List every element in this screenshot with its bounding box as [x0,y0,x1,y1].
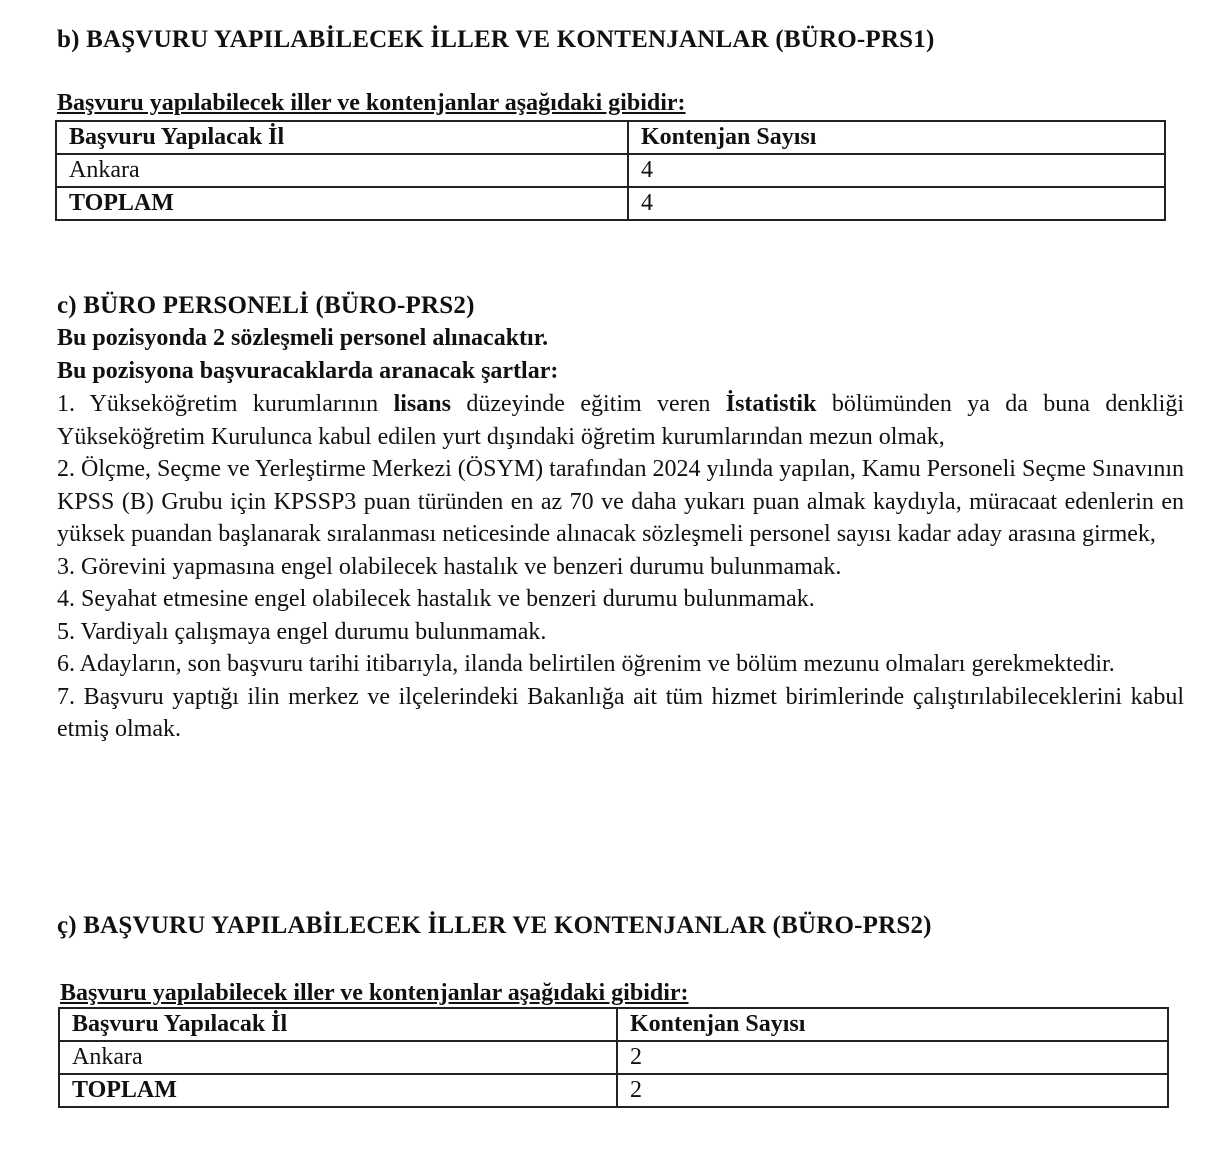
item-text: bölümünden ya da buna denkliği Yükseköğretim Kurulunca kabul edilen yurt dışındaki öğretim kurumlarından mezun olmak, [57,391,1184,450]
item-bold-text: lisans [393,391,451,417]
section-c-line1: Bu pozisyonda 2 sözleşmeli personel alınacaktır. [57,325,549,351]
item-text: 1. Yükseköğretim kurumlarının [57,391,394,417]
table-cell: TOPLAM [56,187,628,220]
requirement-item: 2. Ölçme, Seçme ve Yerleştirme Merkezi (ÖSYM) tarafından 2024 yılında yapılan, Kamu Personeli Seçme Sınavının KPSS (B) Grubu için KPSSP3 puan türünden en az 70 ve daha yukarı puan almak kaydıyla, müracaat edenlerin en yüksek puandan başlanarak sıralanması neticesinde alınacak sözleşmeli personel sayısı kadar aday arasına girmek, [57,456,1184,547]
header-cell: Başvuru Yapılacak İl [59,1008,617,1041]
table-cell: 4 [628,154,1165,187]
requirement-item: 3. Görevini yapmasına engel olabilecek hastalık ve benzeri durumu bulunmamak. [57,553,842,580]
section-c-heading: c) BÜRO PERSONELİ (BÜRO-PRS2) [57,292,475,319]
header-cell: Kontenjan Sayısı [628,121,1165,154]
table-cell: 2 [617,1074,1168,1107]
section-c-line2: Bu pozisyona başvuracaklarda aranacak şartlar: [57,358,559,384]
requirement-item: 4. Seyahat etmesine engel olabilecek hastalık ve benzeri durumu bulunmamak. [57,586,815,612]
table-header-row [56,121,1165,154]
table-cell: 4 [628,187,1165,220]
table-row [56,187,1165,220]
section-b-heading: b) BAŞVURU YAPILABİLECEK İLLER VE KONTENJANLAR (BÜRO-PRS1) [57,26,935,53]
table-cell: Ankara [56,154,628,187]
table-cell: 2 [617,1041,1168,1074]
item-bold-text: İstatistik [725,391,817,417]
section-cc-table [58,1007,1169,1108]
table-row [59,1041,1168,1074]
table-cell: TOPLAM [59,1074,617,1107]
requirement-item [57,388,1184,453]
section-b-intro: Başvuru yapılabilecek iller ve kontenjanlar aşağıdaki gibidir: [57,90,686,116]
header-cell: Başvuru Yapılacak İl [56,121,628,154]
requirements-list [57,388,1184,746]
requirement-item: 7. Başvuru yaptığı ilin merkez ve ilçelerindeki Bakanlığa ait tüm hizmet birimlerinde çalıştırılabileceklerini kabul etmiş olmak. [57,683,1184,742]
header-cell: Kontenjan Sayısı [617,1008,1168,1041]
section-b-table [55,120,1166,221]
requirement-item: 6. Adayların, son başvuru tarihi itibarıyla, ilanda belirtilen öğrenim ve bölüm mezunu olmaları gerekmektedir. [57,651,1115,677]
table-row [56,154,1165,187]
section-cc-heading: ç) BAŞVURU YAPILABİLECEK İLLER VE KONTENJANLAR (BÜRO-PRS2) [57,912,932,939]
table-cell: Ankara [59,1041,617,1074]
requirement-item: 5. Vardiyalı çalışmaya engel durumu bulunmamak. [57,618,547,645]
table-row [59,1074,1168,1107]
section-cc-intro: Başvuru yapılabilecek iller ve kontenjanlar aşağıdaki gibidir: [60,980,689,1006]
table-header-row [59,1008,1168,1041]
item-text: düzeyinde eğitim veren [450,391,726,417]
